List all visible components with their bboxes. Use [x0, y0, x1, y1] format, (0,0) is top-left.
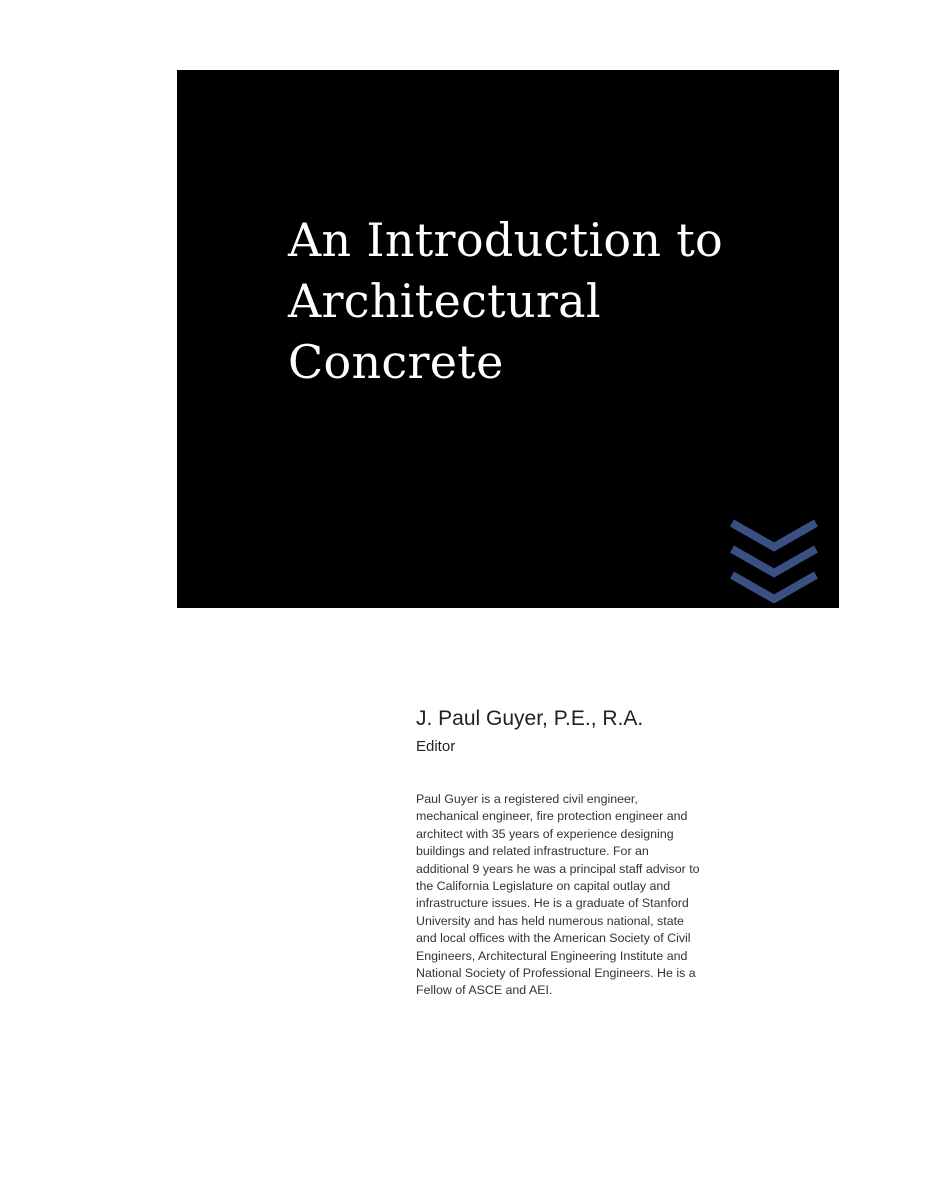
chevron-middle: [732, 549, 816, 573]
author-bio: Paul Guyer is a registered civil engineer, mechanical engineer, fire protection engineer and architect with 35 years of experience designing buildings and related infrastructure. For an additional 9 years he was a principal staff advisor to the California Legislature on capital outlay and infrastructure issues. He is a graduate of Stanford University and has held numerous national, state and local offices with the American Society of Civil Engineers, Architectural Engineering Institute and National Society of Professional Engineers. He is a Fellow of ASCE and AEI.: [416, 792, 700, 998]
title-panel: [177, 70, 839, 608]
author-role: Editor: [416, 738, 456, 755]
author-block: [416, 706, 816, 1000]
chevron-bottom: [732, 575, 816, 599]
chevron-top: [732, 523, 816, 547]
triple-chevron-down-icon: [728, 519, 820, 603]
book-title: An Introduction to Architectural Concrete: [288, 213, 723, 389]
author-name: J. Paul Guyer, P.E., R.A.: [416, 707, 644, 730]
